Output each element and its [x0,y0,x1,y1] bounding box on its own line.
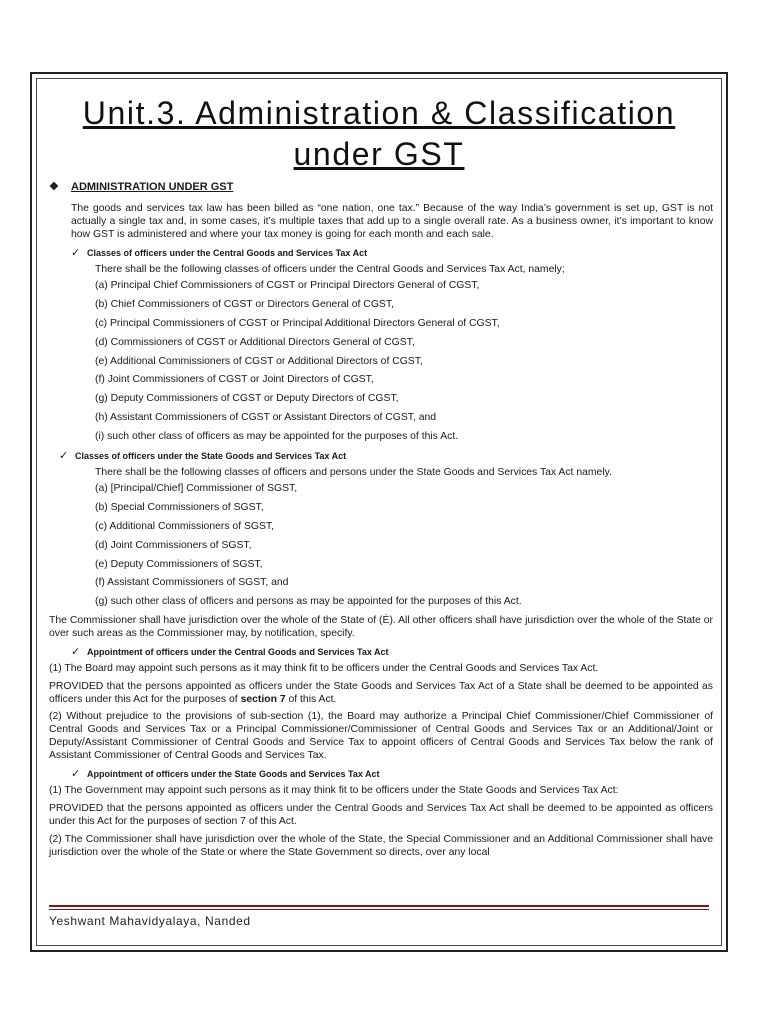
list-item: (a) Principal Chief Commissioners of CGST or Principal Directors General of CGST, [95,280,480,292]
list-item: (f) Joint Commissioners of CGST or Joint Directors of CGST, [95,374,374,386]
check-icon: ✓ [71,768,81,781]
list-item: (b) Special Commissioners of SGST, [95,502,264,514]
title-line-1: Unit.3. Administration & Classification [82,95,676,131]
page-frame [30,72,728,952]
section-7-reference: section 7 [240,693,286,705]
footer-text: Yeshwant Mahavidyalaya, Nanded [49,914,251,928]
intro-paragraph: The goods and services tax law has been billed as “one nation, one tax.” Because of the way India’s government is set up, GST is not actually a single tax and, in some cases, it’s multiple taxes that add up to a single overall rate. As a business owner, it’s important to know how GST is administered and where your tax money is going for each month and each sale. [71,202,713,240]
page-title [37,93,721,175]
central-appointment-p3: (2) Without prejudice to the provisions of sub-section (1), the Board may authorize a Principal Chief Commissioner/Chief Commissioner of Central Goods and Services Tax or a Principal Commissioner/Commissioner of Central Goods and Services Tax or an Additional/Joint or Deputy/Assistant Commissioner of Central Goods and Service Tax to appoint officers of Central Goods and Services Tax below the rank of Assistant Commissioner of Central Goods and Services Tax. [49,711,713,762]
document-body [49,181,713,865]
central-appointment-p2-end: of this Act. [285,693,337,705]
central-appointment-heading-text: Appointment of officers under the Central Goods and Services Tax Act [87,646,389,657]
state-appointment-p3: (2) The Commissioner shall have jurisdiction over the whole of the State, the Special Commissioner and an Additional Commissioner shall have jurisdiction over the whole of the State or where the State Government so directs, over any local [49,833,713,858]
list-item: (e) Deputy Commissioners of SGST, [95,558,263,570]
state-classes-intro: There shall be the following classes of officers and persons under the State Goods and Services Tax Act namely. [95,466,612,478]
list-item: (d) Joint Commissioners of SGST, [95,539,252,551]
title-line-2: under GST [293,136,465,172]
list-item: (c) Principal Commissioners of CGST or Principal Additional Directors General of CGST, [95,318,500,330]
footer-rule-thin [49,909,709,910]
page-inner-border [36,78,722,946]
list-item: (h) Assistant Commissioners of CGST or Assistant Directors of CGST, and [95,412,437,424]
state-appointment-heading [49,768,713,781]
state-classes-heading-text: Classes of officers under the State Goods and Services Tax Act [75,450,347,461]
diamond-bullet-icon: ❖ [49,181,59,193]
list-item: (g) such other class of officers and persons as may be appointed for the purposes of this Act. [95,596,522,608]
state-appointment-heading-text: Appointment of officers under the State Goods and Services Tax Act [87,769,380,780]
state-appointment-p1: (1) The Government may appoint such persons as it may think fit to be officers under the State Goods and Services Tax Act: [49,784,619,796]
list-item: (d) Commissioners of CGST or Additional Directors General of CGST, [95,336,415,348]
list-item: (e) Additional Commissioners of CGST or Additional Directors of CGST, [95,355,423,367]
central-appointment-p2-start: PROVIDED that the persons appointed as officers under the State Goods and Services Tax Act of a State shall be deemed to be appointed as officers under this Act for the purposes of [49,680,713,705]
list-item: (a) [Principal/Chief] Commissioner of SGST, [95,483,298,495]
footer-rule [49,905,709,910]
central-classes-heading-text: Classes of officers under the Central Goods and Services Tax Act [87,247,368,258]
list-item: (g) Deputy Commissioners of CGST or Deputy Directors of CGST, [95,393,399,405]
section-heading-text: ADMINISTRATION UNDER GST [71,181,234,193]
central-appointment-p2 [49,681,713,707]
footer-rule-thick [49,905,709,907]
section-heading [49,181,713,194]
state-appointment-p2: PROVIDED that the persons appointed as officers under the Central Goods and Services Tax Act shall be deemed to be appointed as officers under this Act for the purposes of section 7 of this Act. [49,802,713,827]
check-icon: ✓ [59,449,69,462]
list-item: (b) Chief Commissioners of CGST or Directors General of CGST, [95,299,394,311]
state-classes-heading [49,450,713,463]
list-item: (c) Additional Commissioners of SGST, [95,521,275,533]
central-classes-heading [49,247,713,260]
list-item: (f) Assistant Commissioners of SGST, and [95,577,289,589]
central-appointment-heading [49,646,713,659]
check-icon: ✓ [71,246,81,259]
central-appointment-p1: (1) The Board may appoint such persons as it may think fit to be officers under the Central Goods and Services Tax Act. [49,662,599,674]
central-classes-intro: There shall be the following classes of officers under the Central Goods and Services Tax Act, namely; [95,263,565,275]
check-icon: ✓ [71,645,81,658]
list-item: (i) such other class of officers as may be appointed for the purposes of this Act. [95,430,459,442]
jurisdiction-paragraph: The Commissioner shall have jurisdiction over the whole of the State of (É). All other officers shall have jurisdiction over the whole of the State or over such areas as the Commissioner may, by notification, specify. [49,615,713,639]
